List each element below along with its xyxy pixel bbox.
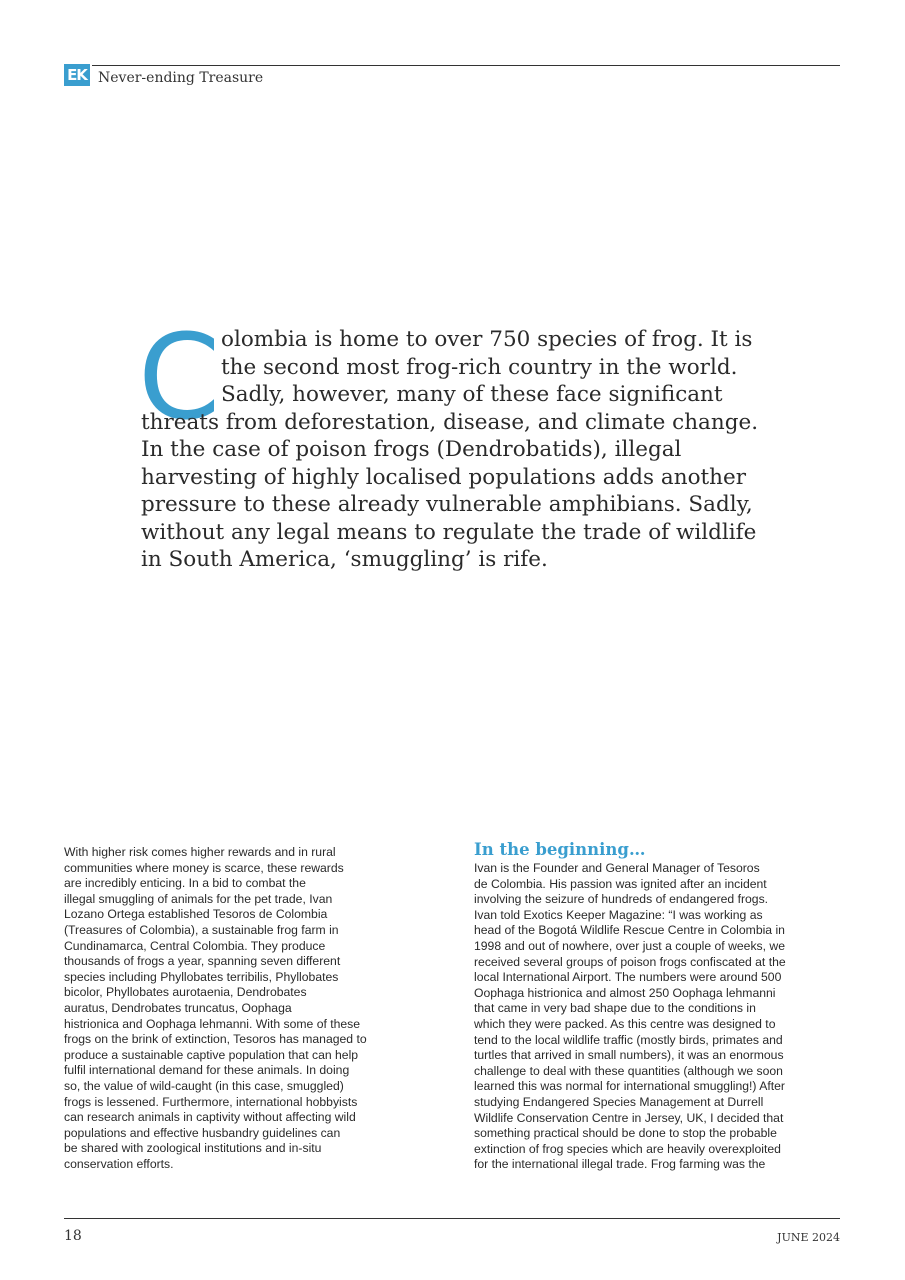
body-line: for the international illegal trade. Frog farming was the xyxy=(474,1157,766,1172)
intro-line: harvesting of highly localised populations adds another xyxy=(141,464,747,490)
body-line: Ivan told Exotics Keeper Magazine: “I was working as xyxy=(474,907,763,922)
body-line: auratus, Dendrobates truncatus, Oophaga xyxy=(64,1000,292,1015)
section-heading: In the beginning… xyxy=(474,840,646,859)
issue-date: JUNE 2024 xyxy=(777,1231,840,1244)
body-line: something practical should be done to stop the probable xyxy=(474,1126,777,1141)
intro-line: pressure to these already vulnerable amphibians. Sadly, xyxy=(141,492,753,517)
body-line: extinction of frog species which are heavily overexploited xyxy=(474,1141,781,1156)
intro-line: threats from deforestation, disease, and climate change. xyxy=(141,409,759,435)
magazine-logo: EK xyxy=(64,64,90,86)
body-line: turtles that arrived in small numbers), it was an enormous xyxy=(474,1048,784,1063)
body-line: received several groups of poison frogs confiscated at the xyxy=(474,954,786,969)
body-line: be shared with zoological institutions and in-situ xyxy=(64,1141,322,1156)
body-line: With higher risk comes higher rewards and in rural xyxy=(64,845,336,859)
body-line: local International Airport. The numbers were around 500 xyxy=(474,970,782,985)
left-column xyxy=(64,845,424,1172)
body-line: (Treasures of Colombia), a sustainable frog farm in xyxy=(64,922,339,937)
body-line: de Colombia. His passion was ignited after an incident xyxy=(474,876,767,891)
body-line: can research animals in captivity without affecting wild xyxy=(64,1110,356,1125)
intro-line: in South America, ‘smuggling’ is rife. xyxy=(141,547,548,572)
body-line: thousands of frogs a year, spanning seven different xyxy=(64,954,341,969)
body-line: which they were packed. As this centre was designed to xyxy=(474,1016,776,1031)
section-title: Never-ending Treasure xyxy=(98,70,264,86)
right-column xyxy=(474,861,834,1173)
body-line: produce a sustainable captive population that can help xyxy=(64,1047,359,1062)
body-line: Wildlife Conservation Centre in Jersey, UK, I decided that xyxy=(474,1110,784,1125)
body-line: are incredibly enticing. In a bid to combat the xyxy=(64,876,306,891)
body-line: Lozano Ortega established Tesoros de Colombia xyxy=(64,907,328,922)
body-line: illegal smuggling of animals for the pet trade, Ivan xyxy=(64,891,333,906)
body-line: fulfil international demand for these animals. In doing xyxy=(64,1063,350,1078)
body-line: that came in very bad shape due to the conditions in xyxy=(474,1001,756,1016)
body-line: Ivan is the Founder and General Manager of Tesoros xyxy=(474,861,760,875)
body-line: frogs is lessened. Furthermore, international hobbyists xyxy=(64,1094,358,1109)
intro-line: without any legal means to regulate the trade of wildlife xyxy=(141,519,757,545)
body-line: populations and effective husbandry guidelines can xyxy=(64,1125,341,1140)
body-line: conservation efforts. xyxy=(64,1156,174,1171)
body-line: species including Phyllobates terribilis, Phyllobates xyxy=(64,969,339,984)
footer-rule xyxy=(64,1218,840,1219)
body-line: studying Endangered Species Management at Durrell xyxy=(474,1094,764,1109)
intro-line: Sadly, however, many of these face significant xyxy=(221,382,723,407)
drop-cap: C xyxy=(138,308,221,446)
body-line: communities where money is scarce, these rewards xyxy=(64,860,344,875)
body-line: 1998 and out of nowhere, over just a couple of weeks, we xyxy=(474,938,785,953)
body-line: Oophaga histrionica and almost 250 Oophaga lehmanni xyxy=(474,985,776,1000)
body-line: so, the value of wild-caught (in this case, smuggled) xyxy=(64,1078,344,1093)
page-number: 18 xyxy=(64,1228,82,1244)
body-line: histrionica and Oophaga lehmanni. With some of these xyxy=(64,1016,361,1031)
body-line: challenge to deal with these quantities (although we soon xyxy=(474,1063,783,1078)
body-line: frogs on the brink of extinction, Tesoros has managed to xyxy=(64,1032,367,1047)
body-line: head of the Bogotá Wildlife Rescue Centre in Colombia in xyxy=(474,923,785,938)
body-line: Cundinamarca, Central Colombia. They produce xyxy=(64,938,326,953)
intro-line: olombia is home to over 750 species of frog. It is xyxy=(221,327,753,352)
intro-paragraph xyxy=(141,326,781,574)
body-line: bicolor, Phyllobates aurotaenia, Dendrobates xyxy=(64,985,307,1000)
header-rule xyxy=(92,65,840,66)
body-line: involving the seizure of hundreds of endangered frogs. xyxy=(474,892,769,907)
body-line: tend to the local wildlife traffic (mostly birds, primates and xyxy=(474,1032,783,1047)
body-line: learned this was normal for international smuggling!) After xyxy=(474,1079,785,1094)
intro-line: the second most frog-rich country in the world. xyxy=(221,354,738,380)
intro-line: In the case of poison frogs (Dendrobatids), illegal xyxy=(141,437,682,462)
